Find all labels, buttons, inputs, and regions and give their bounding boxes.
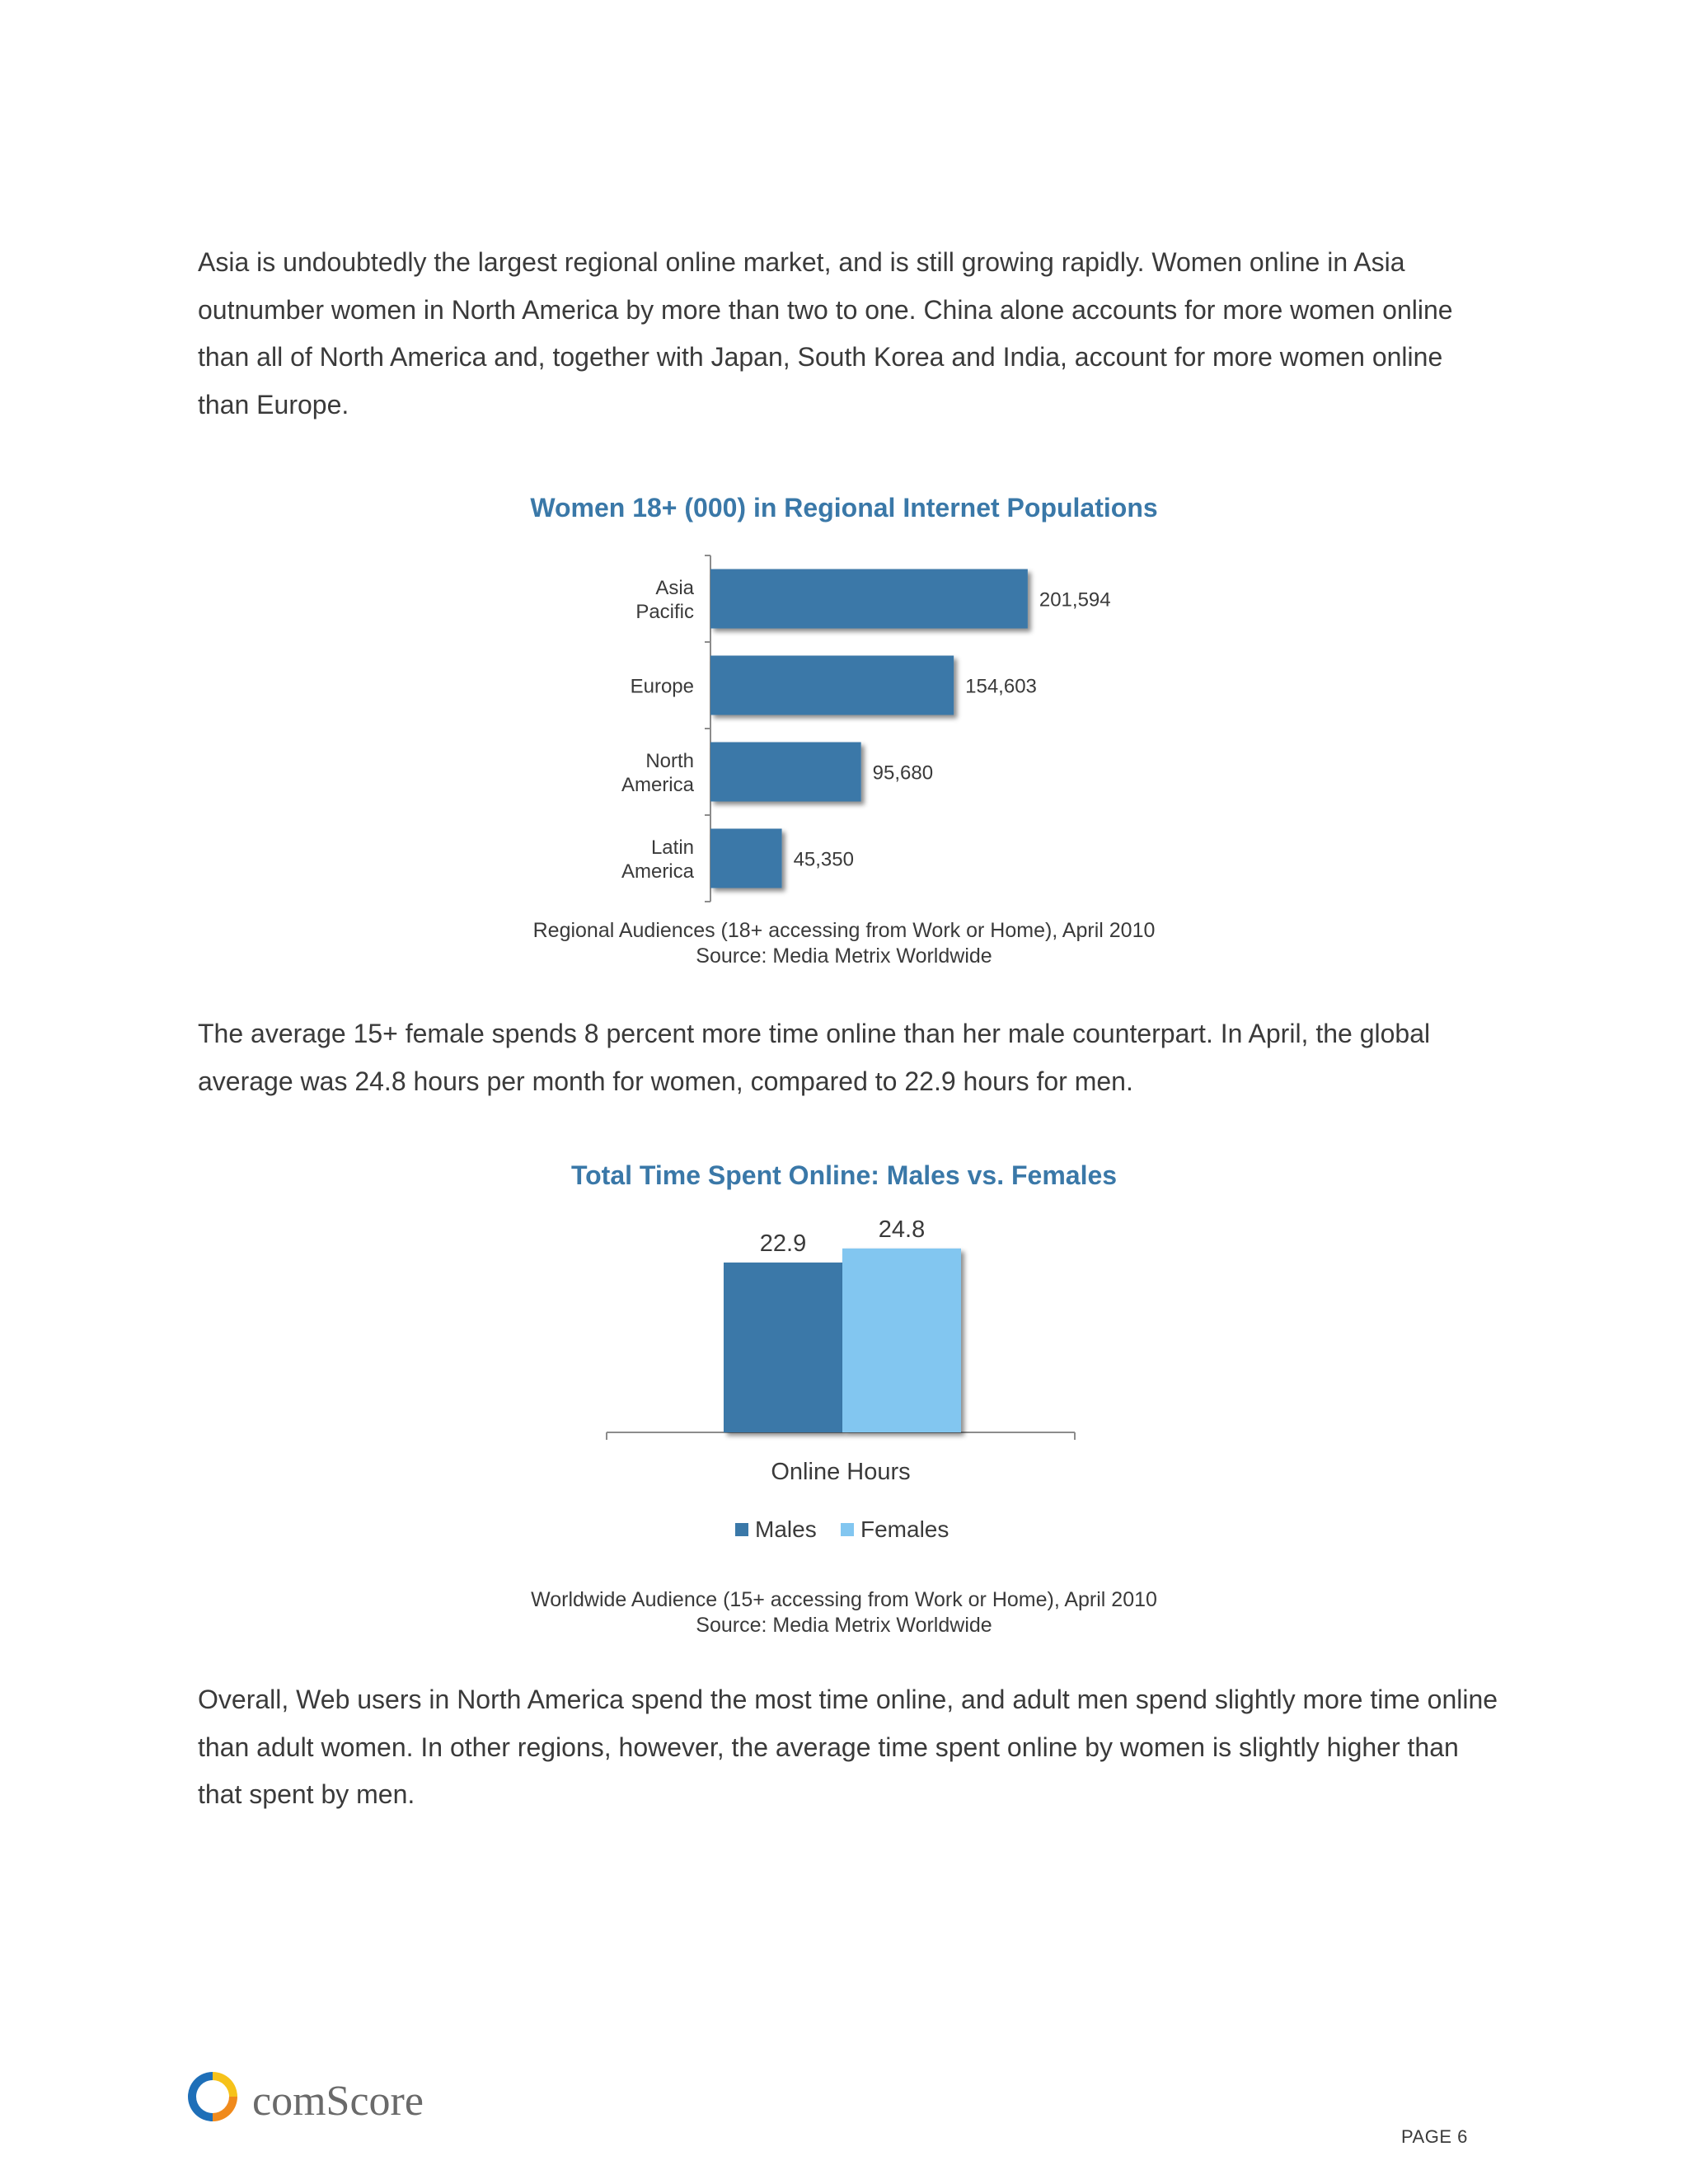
page-number: PAGE 6 xyxy=(1401,2126,1468,2147)
bar-value-label-2: 95,680 xyxy=(872,762,934,785)
time-chart-caption xyxy=(0,1587,1688,1638)
time-column-chart xyxy=(0,1212,1688,1492)
bar-category-label-2: America xyxy=(621,774,694,796)
regional-caption-line-1: Regional Audiences (18+ accessing from Work or Home), April 2010 xyxy=(532,919,1156,942)
bar-category-label-3: America xyxy=(621,860,694,883)
bar-value-label-3: 45,350 xyxy=(793,848,854,871)
legend-swatch-males xyxy=(735,1523,748,1536)
regional-caption-source: Source: Media Metrix Worldwide xyxy=(696,944,992,968)
column-males xyxy=(724,1263,842,1432)
intro-paragraph: Asia is undoubtedly the largest regional online market, and is still growing rapidly. Women online in Asia outnumber women in North America by more than two to one. China alone accounts for more women online than all of North America and, together with Japan, South Korea and India, account for more women online than Europe. xyxy=(198,247,1453,419)
regional-bar-chart xyxy=(0,544,1688,890)
regional-chart-caption xyxy=(0,918,1688,969)
time-chart-title: Total Time Spent Online: Males vs. Females xyxy=(570,1160,1118,1190)
column-value-label-males: 22.9 xyxy=(759,1230,807,1257)
legend-item-females xyxy=(841,1516,949,1543)
bar-region-1 xyxy=(710,656,954,715)
column-category-label: Online Hours xyxy=(771,1459,911,1485)
time-caption-source: Source: Media Metrix Worldwide xyxy=(696,1614,992,1637)
comscore-logo-wordmark: comScore xyxy=(252,2078,424,2125)
bar-category-label-0: Pacific xyxy=(635,601,694,623)
legend-label-females: Females xyxy=(860,1516,950,1542)
comscore-logo-icon xyxy=(188,2072,237,2121)
bar-category-label-1: Europe xyxy=(630,675,694,698)
regional-chart-title: Women 18+ (000) in Regional Internet Populations xyxy=(530,493,1158,523)
regional-time-paragraph: Overall, Web users in North America spend the most time online, and adult men spend slightly more time online than adult women. In other regions, however, the average time spent online by women is slightly higher than that spent by men. xyxy=(198,1685,1498,1809)
legend-swatch-females xyxy=(841,1523,854,1536)
column-females xyxy=(842,1249,961,1432)
bar-region-2 xyxy=(710,743,861,802)
comscore-logo xyxy=(185,2067,498,2133)
time-caption-line-1: Worldwide Audience (15+ accessing from Work or Home), April 2010 xyxy=(531,1588,1157,1611)
bar-category-label-0: Asia xyxy=(655,577,694,599)
legend-item-males xyxy=(735,1516,817,1543)
bar-category-label-3: Latin xyxy=(650,837,694,859)
bar-region-3 xyxy=(710,829,782,888)
legend-label-males: Males xyxy=(755,1516,817,1542)
bar-category-label-2: North xyxy=(645,750,694,772)
column-value-label-females: 24.8 xyxy=(878,1216,926,1243)
time-spent-paragraph: The average 15+ female spends 8 percent more time online than her male counterpart. In April, the global average was 24.8 hours per month for women, compared to 22.9 hours for men. xyxy=(198,1019,1431,1096)
bar-region-0 xyxy=(710,569,1028,629)
bar-value-label-0: 201,594 xyxy=(1039,588,1111,612)
bar-value-label-1: 154,603 xyxy=(965,675,1037,698)
